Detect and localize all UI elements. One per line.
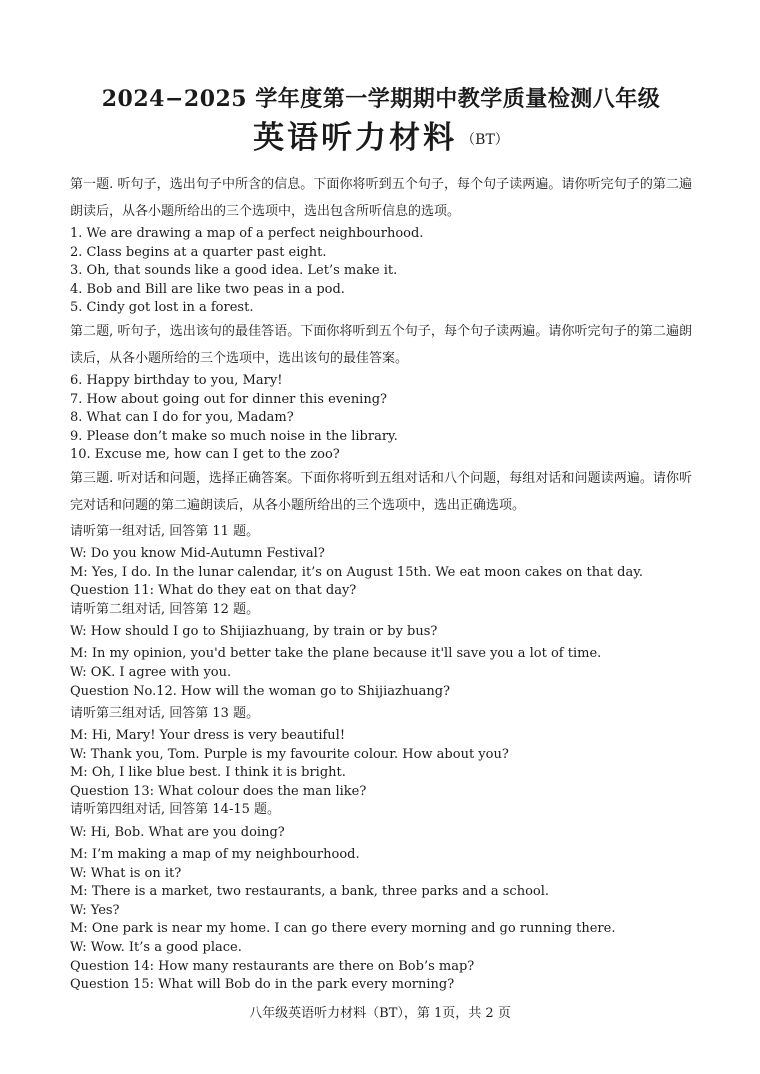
document-subtitle [70,118,692,163]
list-item: 2. Class begins at a quarter past eight. [70,244,327,260]
list-item: 7. How about going out for dinner this evening? [70,391,388,407]
subtitle-tag: （BT） [461,132,509,148]
list-item: 8. What can I do for you, Madam? [70,410,294,426]
section-1 [70,171,692,318]
section-2-instruction: 第二题, 听句子，选出该句的最佳答语。下面你将听到五个句子，每个句子读两遍。请你听完句子的第二遍朗读后，从各小题所给的三个选项中，选出该句的最佳答案。 [70,323,692,366]
question-line: Question 15: What will Bob do in the park every morning? [70,977,455,993]
dialogue-line: M: Oh, I like blue best. I think it is bright. [70,765,346,781]
question-line: Question 11: What do they eat on that day? [70,583,357,599]
dialogue-line: W: How should I go to Shijiazhuang, by train or by bus? [70,624,438,640]
group-heading: 请听第三组对话, 回答第 13 题。 [70,706,260,722]
dialogue-line: M: In my opinion, you'd better take the plane because it'll save you a lot of time. [70,646,602,662]
list-item: 4. Bob and Bill are like two peas in a pod. [70,281,345,297]
list-item: 6. Happy birthday to you, Mary! [70,372,283,388]
section-1-instruction: 第一题. 听句子，选出句子中所含的信息。下面你将听到五个句子，每个句子读两遍。请你听完句子的第二遍朗读后，从各小题所给出的三个选项中，选出包含所听信息的选项。 [70,177,692,219]
list-item: 10. Excuse me, how can I get to the zoo? [70,447,340,463]
section-3-instruction: 第三题. 听对话和问题，选择正确答案。下面你将听到五组对话和八个问题，每组对话和问题读两遍。请你听完对话和问题的第二遍朗读后，从各小题所给出的三个选项中，选出正确选项。 [70,470,692,513]
subtitle-main: 英语听力材料 [253,120,458,156]
dialogue-line: W: What is on it? [70,865,182,881]
dialogue-line: M: I’m making a map of my neighbourhood. [70,847,360,863]
question-line: Question No.12. How will the woman go to Shijiazhuang? [70,683,450,699]
dialogue-line: M: One park is near my home. I can go there every morning and go running there. [70,921,616,937]
dialogue-line: W: Hi, Bob. What are you doing? [70,825,285,841]
page-footer: 八年级英语听力材料（BT），第 1页，共 2 页 [249,1006,511,1021]
dialogue-line: M: There is a market, two restaurants, a bank, three parks and a school. [70,884,550,900]
list-item: 5. Cindy got lost in a forest. [70,300,254,316]
section-2 [70,318,692,465]
section-3 [70,465,692,995]
dialogue-line: W: Yes? [70,902,120,918]
dialogue-line: W: Do you know Mid-Autumn Festival? [70,545,325,561]
group-heading: 请听第二组对话, 回答第 12 题。 [70,601,260,617]
dialogue-line: M: Hi, Mary! Your dress is very beautiful! [70,728,346,744]
group-heading: 请听第一组对话, 回答第 11 题。 [70,523,260,539]
list-item: 1. We are drawing a map of a perfect neighbourhood. [70,226,424,241]
document-body [70,171,692,995]
dialogue-line: W: OK. I agree with you. [70,664,232,680]
exam-title: 2024−2025 学年度第一学期期中教学质量检测八年级 [101,86,661,112]
dialogue-line: W: Wow. It’s a good place. [70,940,242,956]
dialogue-line: W: Thank you, Tom. Purple is my favourite colour. How about you? [70,746,509,762]
question-line: Question 13: What colour does the man like? [70,783,367,799]
list-item: 9. Please don’t make so much noise in the library. [70,428,398,444]
list-item: 3. Oh, that sounds like a good idea. Let’s make it. [70,263,398,279]
question-line: Question 14: How many restaurants are there on Bob’s map? [70,958,475,974]
group-heading: 请听第四组对话, 回答第 14-15 题。 [70,802,281,818]
dialogue-line: M: Yes, I do. In the lunar calendar, it’s on August 15th. We eat moon cakes on that day. [70,564,644,580]
